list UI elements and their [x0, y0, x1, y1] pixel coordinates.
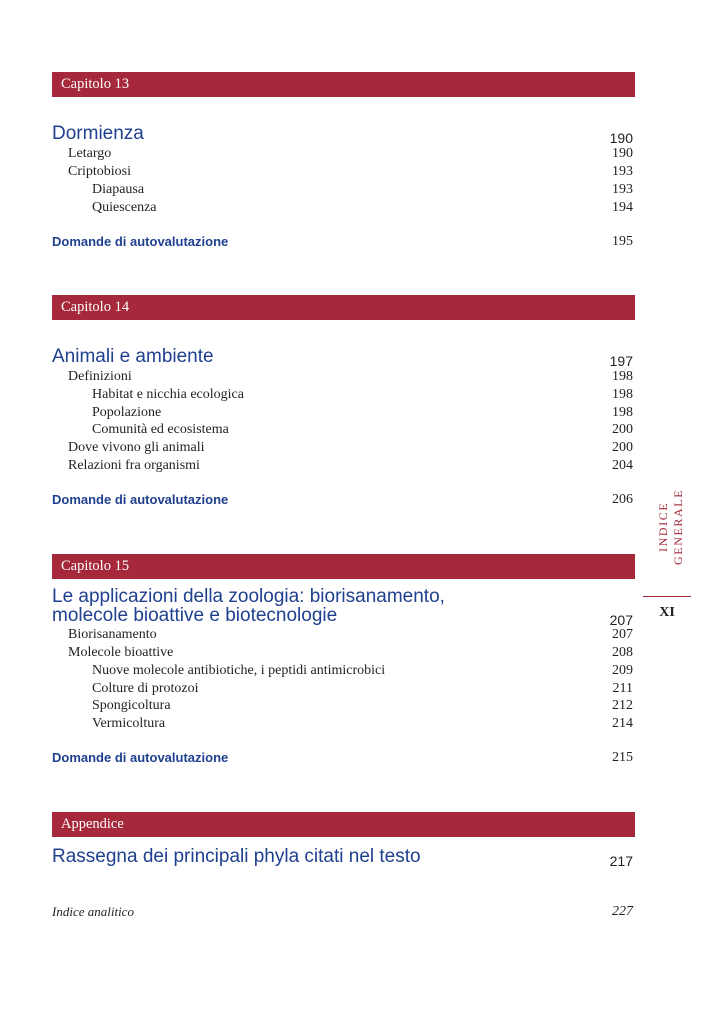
entry-label: Quiescenza [92, 200, 157, 215]
divider [643, 596, 691, 597]
page-number: 214 [612, 716, 633, 731]
entry-label: Habitat e nicchia ecologica [92, 387, 244, 402]
page-number: 208 [612, 645, 633, 660]
entry-label: Popolazione [92, 405, 162, 420]
entry-label: Criptobiosi [68, 164, 132, 179]
page-number: 204 [612, 458, 633, 473]
questions-label: Domande di autovalutazione [52, 750, 229, 765]
page-number: 207 [612, 627, 633, 642]
page-number: 194 [612, 200, 633, 215]
questions-label: Domande di autovalutazione [52, 492, 229, 507]
entry-label: Nuove molecole antibiotiche, i peptidi antimicrobici [92, 663, 386, 678]
chapter-title-line-1: Le applicazioni della zoologia: biorisanamento, [52, 586, 445, 607]
page-number: 217 [609, 853, 633, 869]
page-number: 211 [612, 681, 633, 696]
chapter-15-header: Capitolo 15 [52, 554, 635, 579]
entry-label: Dove vivono gli animali [68, 440, 205, 455]
page-number: 207 [609, 612, 633, 628]
entry-label: Relazioni fra organismi [68, 458, 200, 473]
running-section-label: INDICE GENERALE [656, 488, 685, 566]
questions-label: Domande di autovalutazione [52, 234, 229, 249]
page-number: 227 [612, 904, 633, 919]
entry-label: Comunità ed ecosistema [92, 422, 229, 437]
page-number: 195 [612, 234, 633, 249]
chapter-title-line-2: molecole bioattive e biotecnologie [52, 605, 338, 626]
entry-label: Definizioni [68, 369, 132, 384]
entry-label: Vermicoltura [92, 716, 166, 731]
entry-label: Colture di protozoi [92, 681, 199, 696]
page-number: 198 [612, 405, 633, 420]
entry-label: Molecole bioattive [68, 645, 174, 660]
page-number: 190 [612, 146, 633, 161]
folio-page-number: XI [659, 605, 675, 620]
page-number: 200 [612, 440, 633, 455]
page-number: 215 [612, 750, 633, 765]
page-number: 212 [612, 698, 633, 713]
entry-label: Biorisanamento [68, 627, 157, 642]
appendix-title: Rassegna dei principali phyla citati nel testo [52, 846, 421, 867]
page-number: 190 [609, 130, 633, 146]
page-number: 198 [612, 369, 633, 384]
page-number: 200 [612, 422, 633, 437]
chapter-13-header: Capitolo 13 [52, 72, 635, 97]
page-number: 197 [609, 353, 633, 369]
page-number: 193 [612, 164, 633, 179]
chapter-14-header: Capitolo 14 [52, 295, 635, 320]
entry-label: Letargo [68, 146, 112, 161]
page-number: 206 [612, 492, 633, 507]
page-number: 209 [612, 663, 633, 678]
index-label: Indice analitico [52, 904, 134, 919]
page-number: 193 [612, 182, 633, 197]
appendix-header: Appendice [52, 812, 635, 837]
entry-label: Diapausa [92, 182, 145, 197]
page-number: 198 [612, 387, 633, 402]
chapter-title: Dormienza [52, 123, 144, 144]
entry-label: Spongicoltura [92, 698, 171, 713]
chapter-title: Animali e ambiente [52, 346, 214, 367]
